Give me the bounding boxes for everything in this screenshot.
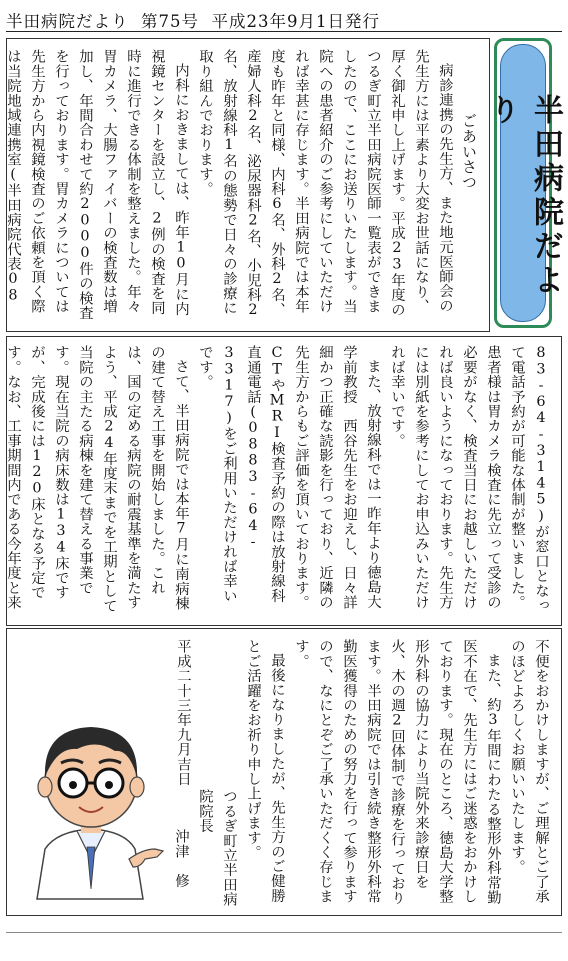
section-2-paragraph: 83-64-3145)が窓口となって電話予約が可能な体制が整いました。患者様は胃カメラ検査に先立って受診の必要がなく、検査当日にお越しいただければ良いようになっております。先生方には別紙を参考にしてお申込みいただければ幸いです。 [389, 345, 549, 613]
section-2-paragraph: また、放射線科では一昨年より徳島大学前教授 西谷先生をお迎えし、日々詳細かつ正確な読影を行っており、近隣の先生方からもご評価を頂いております。CTやMRI検査予約の際は放射線科直通電話(0883-64-3317)をご利用いただければ幸いです。 [197, 345, 381, 610]
header-rule [6, 31, 562, 32]
greeting-box [6, 38, 490, 332]
signer-organization: つるぎ町立半田病院院長 [197, 789, 237, 907]
closing-paragraph: 最後になりましたが、先生方のご健勝とご活躍をお祈り申し上げます。 [245, 639, 285, 904]
doctor-illustration [17, 699, 165, 899]
section-2-paragraph: さて、半田病院では本年7月に南病棟の建て替え工事を開始しました。これは、国の定める病院の耐震基準を満たすよう、平成24年度末までを工期として当院の主たる病棟を建て替える事業です。現在当院の病床数は134床ですが、完成後には120床となる予定です。なお、工事期間内である今年度と来 [5, 345, 189, 613]
newsletter-name: 半田病院だより [6, 12, 129, 31]
closing-text [173, 639, 553, 909]
signer-name: 沖津 修 [173, 829, 189, 888]
newsletter-title-banner [484, 38, 563, 328]
closing-date: 平成二十三年九月吉日 [175, 639, 191, 786]
publish-date: 平成23年9月1日発行 [211, 12, 380, 31]
footer-rule [6, 932, 562, 933]
closing-section [6, 628, 562, 916]
page-header [6, 8, 562, 32]
greeting-paragraph: 病診連携の先生方、また地元医師会の先生方には平素より大変お世話になり、厚く御礼申し上げます。平成23年度のつるぎ町立半田病院医師一覧表ができましたので、ここにお送りいたします。当院への患者紹介のご参考にしていただければ幸甚に存じます。半田病院では本年度も昨年と同様、内科6名、外科2名、産婦人科2名、泌尿器科2名、小児科2名、放射線科1名の態勢で日々の診療に取り組んでおります。 [197, 49, 453, 319]
greeting-text [5, 49, 481, 321]
greeting-paragraph: 内科におきましては、昨年10月に内視鏡センターを設立し、2例の検査を同時に進行できる体制を整えました。年々胃カメラ、大腸ファイバーの検査数は増加し、年間合わせて約2000件の検査を行っております。胃カメラについては先生方から内視鏡検査のご依頼を頂く際は当院地域連携室(半田病院代表08 [5, 49, 189, 320]
body-section-2 [6, 336, 562, 626]
section-2-text [5, 345, 553, 617]
closing-paragraph: また、約3年間にわたる整形外科常勤医不在で、先生方にはご迷惑をおかけしております。現在のところ、徳島大学整形外科の協力により当院外来診療日を火、木の週2回体制で診療を行っております。半田病院では引き続き整形外科常勤医獲得のための努力を行って参りますので、なにとぞご了承いただくく存じます。 [293, 639, 501, 906]
newsletter-title: 半田病院だより [484, 94, 563, 298]
closing-paragraph: 不便をおかけしますが、ご理解とご了承のほどよろしくお願いいたします。 [509, 639, 549, 904]
greeting-heading: ごあいさつ [460, 113, 478, 190]
issue-number: 第75号 [141, 12, 199, 31]
